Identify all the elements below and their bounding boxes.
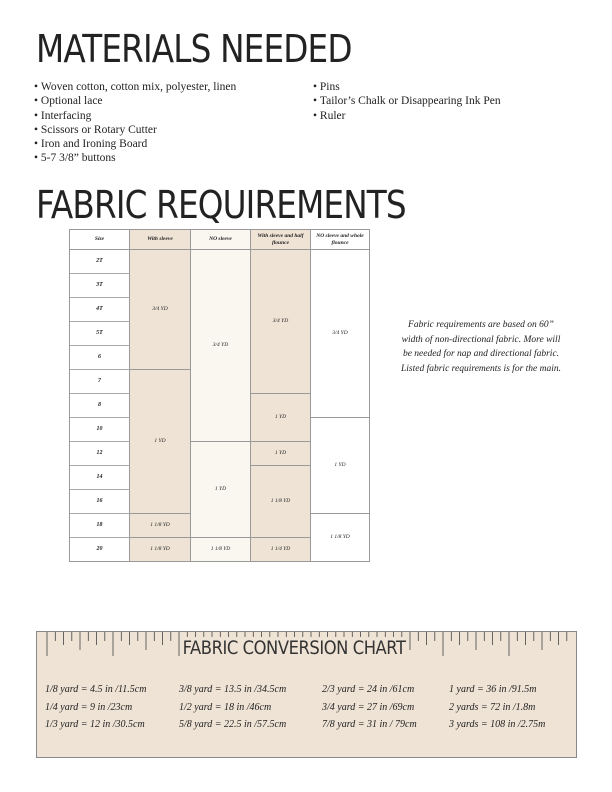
conversion-entry: 3/4 yard = 27 in /69cm bbox=[322, 701, 415, 713]
materials-list-right bbox=[313, 80, 501, 123]
half-flounce-cell: 3/4 YD bbox=[251, 250, 311, 394]
conversion-column bbox=[449, 681, 545, 734]
material-item: • Iron and Ironing Board bbox=[34, 137, 236, 151]
conversion-entry: 1/2 yard = 18 in /46cm bbox=[179, 701, 272, 713]
conversion-entry: 3/8 yard = 13.5 in /34.5cm bbox=[179, 684, 287, 695]
material-item: • Scissors or Rotary Cutter bbox=[34, 123, 236, 137]
size-cell: 10 bbox=[70, 418, 130, 442]
size-cell: 4T bbox=[70, 298, 130, 322]
materials-list-left bbox=[34, 80, 236, 166]
size-cell: 14 bbox=[70, 466, 130, 490]
header-with-sleeve: With sleeve bbox=[130, 230, 191, 250]
material-item: • Tailor’s Chalk or Disappearing Ink Pen bbox=[313, 94, 501, 108]
conversion-column bbox=[179, 681, 286, 734]
size-cell: 20 bbox=[70, 538, 130, 561]
with-sleeve-cell: 1 YD bbox=[130, 370, 191, 514]
material-item: • Woven cotton, cotton mix, polyester, linen bbox=[34, 80, 236, 94]
size-cell: 18 bbox=[70, 514, 130, 538]
conversion-entry: 1/3 yard = 12 in /30.5cm bbox=[45, 719, 145, 730]
fabric-requirements-heading: FABRIC REQUIREMENTS bbox=[36, 183, 406, 227]
with-sleeve-cell: 3/4 YD bbox=[130, 250, 191, 370]
half-flounce-cell: 1 YD bbox=[251, 394, 311, 442]
size-cell: 8 bbox=[70, 394, 130, 418]
half-flounce-cell: 1 1/4 YD bbox=[251, 538, 311, 561]
size-cell: 6 bbox=[70, 346, 130, 370]
conversion-entry: 3 yards = 108 in /2.75m bbox=[449, 719, 546, 730]
material-item: • Pins bbox=[313, 80, 501, 94]
no-sleeve-cell: 1 YD bbox=[191, 442, 251, 538]
conversion-entry: 7/8 yard = 31 in / 79cm bbox=[322, 719, 417, 730]
whole-flounce-cell: 1 YD bbox=[311, 418, 369, 514]
whole-flounce-cell: 1 1/8 YD bbox=[311, 514, 369, 561]
material-item: • 5-7 3/8” buttons bbox=[34, 151, 236, 165]
size-cell: 12 bbox=[70, 442, 130, 466]
header-sleeve-half-flounce: With sleeve and half flounce bbox=[251, 230, 311, 250]
header-size: Size bbox=[70, 230, 130, 250]
conversion-entry: 2/3 yard = 24 in /61cm bbox=[322, 684, 415, 695]
conversion-entry: 5/8 yard = 22.5 in /57.5cm bbox=[179, 719, 287, 730]
half-flounce-cell: 1 1/8 YD bbox=[251, 466, 311, 538]
with-sleeve-cell: 1 1/8 YD bbox=[130, 514, 191, 538]
conversion-chart-title: FABRIC CONVERSION CHART bbox=[180, 637, 408, 659]
conversion-entry: 1 yard = 36 in /91.5m bbox=[449, 684, 537, 695]
size-cell: 7 bbox=[70, 370, 130, 394]
material-item: • Interfacing bbox=[34, 109, 236, 123]
size-cell: 5T bbox=[70, 322, 130, 346]
size-cell: 2T bbox=[70, 250, 130, 274]
fabric-requirements-table bbox=[69, 229, 370, 562]
with-sleeve-cell: 1 1/8 YD bbox=[130, 538, 191, 561]
conversion-entry: 2 yards = 72 in /1.8m bbox=[449, 701, 536, 713]
conversion-column bbox=[45, 681, 146, 734]
conversion-entry: 1/4 yard = 9 in /23cm bbox=[45, 701, 133, 713]
material-item: • Ruler bbox=[313, 109, 501, 123]
size-cell: 3T bbox=[70, 274, 130, 298]
material-item: • Optional lace bbox=[34, 94, 236, 108]
fabric-requirements-note: Fabric requirements are based on 60” width of non-directional fabric. More will be needed for nap and directional fabric. Listed fabric requirements is for the main. bbox=[401, 320, 561, 374]
half-flounce-cell: 1 YD bbox=[251, 442, 311, 466]
header-no-sleeve-whole-flounce: NO sleeve and whole flounce bbox=[311, 230, 369, 250]
no-sleeve-cell: 3/4 YD bbox=[191, 250, 251, 442]
header-no-sleeve: NO sleeve bbox=[191, 230, 251, 250]
materials-heading: MATERIALS NEEDED bbox=[36, 27, 352, 71]
conversion-entry: 1/8 yard = 4.5 in /11.5cm bbox=[45, 684, 147, 695]
fabric-conversion-ruler bbox=[36, 631, 577, 758]
whole-flounce-cell: 3/4 YD bbox=[311, 250, 369, 418]
no-sleeve-cell: 1 1/8 YD bbox=[191, 538, 251, 561]
size-cell: 16 bbox=[70, 490, 130, 514]
conversion-column bbox=[322, 681, 417, 734]
